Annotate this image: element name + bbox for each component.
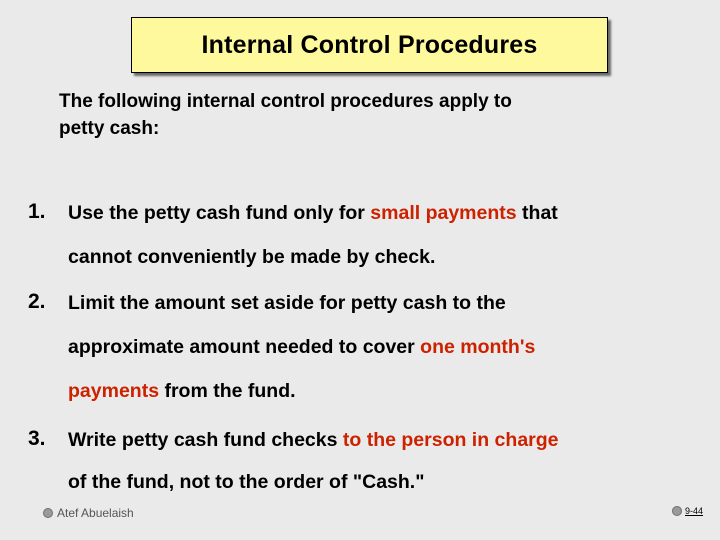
item-emphasis: payments bbox=[68, 380, 160, 402]
item-text: approximate amount needed to cover bbox=[68, 336, 421, 358]
intro-line-1: The following internal control procedures apply to bbox=[59, 91, 512, 112]
item-line bbox=[68, 380, 296, 403]
item-emphasis: small payments bbox=[370, 202, 517, 224]
item-text: Write petty cash fund checks bbox=[68, 429, 343, 451]
item-number: 2. bbox=[28, 290, 46, 313]
item-emphasis: one month's bbox=[420, 336, 536, 358]
item-text: that bbox=[516, 202, 558, 224]
item-number: 1. bbox=[28, 200, 46, 223]
item-line bbox=[68, 429, 559, 452]
footer-bullet-icon bbox=[43, 508, 53, 518]
page-number[interactable]: 9-44 bbox=[685, 506, 704, 516]
item-text: Use the petty cash fund only for bbox=[68, 202, 371, 224]
item-line: Limit the amount set aside for petty cash to the bbox=[68, 292, 506, 314]
item-number: 3. bbox=[28, 427, 46, 450]
item-line bbox=[68, 336, 535, 359]
item-emphasis: to the person in charge bbox=[342, 429, 559, 451]
footer-page bbox=[672, 506, 703, 516]
author-name: Atef Abuelaish bbox=[57, 506, 134, 520]
intro-paragraph bbox=[59, 88, 679, 142]
footer-page-bullet-icon bbox=[672, 506, 682, 516]
intro-line-2: petty cash: bbox=[59, 118, 160, 139]
item-line: of the fund, not to the order of "Cash." bbox=[68, 471, 425, 493]
title-box bbox=[131, 17, 608, 73]
item-line bbox=[68, 202, 558, 225]
footer-author bbox=[43, 506, 134, 520]
item-text: from the fund. bbox=[159, 380, 296, 402]
item-line: cannot conveniently be made by check. bbox=[68, 246, 436, 268]
slide-title: Internal Control Procedures bbox=[201, 30, 538, 59]
